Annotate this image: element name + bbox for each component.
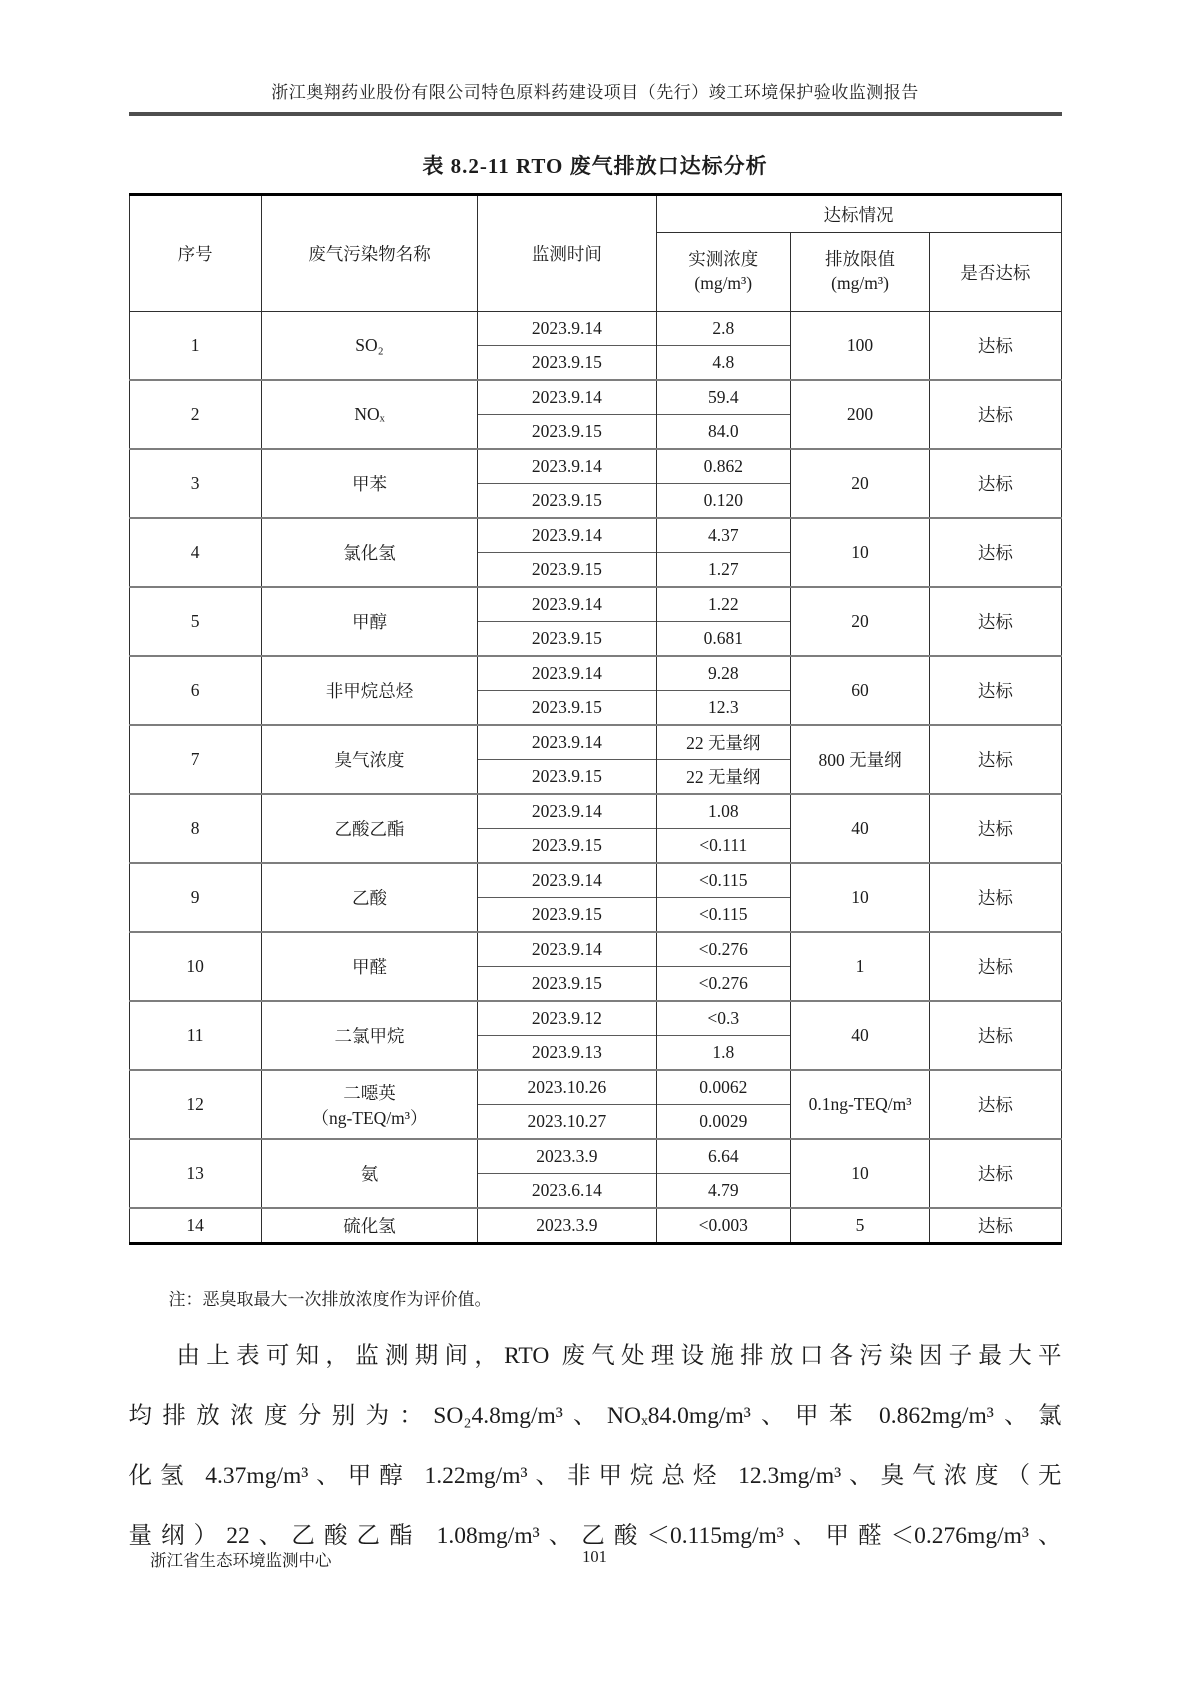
cell-measured-value: 12.3	[656, 691, 790, 726]
cell-measured-value: <0.276	[656, 932, 790, 967]
cell-monitor-date: 2023.3.9	[478, 1139, 656, 1174]
cell-pollutant	[261, 312, 477, 381]
cell-compliance-status: 达标	[930, 1070, 1061, 1139]
paragraph-line: 由上表可知，监测期间，RTO 废气处理设施排放口各污染因子最大平	[176, 1343, 1062, 1369]
cell-compliance-status: 达标	[930, 449, 1061, 518]
col-header-measured-label: 实测浓度	[688, 249, 759, 270]
cell-measured-value: 0.120	[656, 484, 790, 519]
table-row	[129, 1139, 1061, 1174]
body-paragraph	[129, 1326, 1062, 1566]
cell-pollutant	[261, 1001, 477, 1070]
table-row	[129, 1070, 1061, 1105]
table-note: 注：恶臭取最大一次排放浓度作为评价值。	[168, 1290, 492, 1309]
pollutant-name: 氨	[360, 1164, 379, 1184]
cell-measured-value: 6.64	[656, 1139, 790, 1174]
col-header-pollutant: 废气污染物名称	[261, 195, 477, 312]
table-row	[129, 1001, 1061, 1036]
table-row	[129, 312, 1061, 346]
cell-emission-limit: 200	[790, 380, 929, 449]
pollutant-name: 乙酸	[352, 888, 387, 908]
cell-emission-limit: 0.1ng-TEQ/m³	[790, 1070, 929, 1139]
cell-monitor-date: 2023.9.15	[478, 346, 656, 381]
cell-monitor-date: 2023.9.14	[478, 449, 656, 484]
pollutant-name: 非甲烷总烃	[325, 681, 414, 701]
cell-compliance-status: 达标	[930, 1139, 1061, 1208]
cell-index: 14	[129, 1208, 261, 1244]
col-header-measured	[656, 233, 790, 312]
cell-index: 12	[129, 1070, 261, 1139]
cell-emission-limit: 60	[790, 656, 929, 725]
cell-index: 11	[129, 1001, 261, 1070]
cell-measured-value: <0.111	[656, 829, 790, 864]
cell-emission-limit: 1	[790, 932, 929, 1001]
cell-pollutant	[261, 518, 477, 587]
col-header-measured-unit: (mg/m³)	[694, 273, 753, 293]
cell-measured-value: 1.27	[656, 553, 790, 588]
cell-index: 1	[129, 312, 261, 381]
cell-compliance-status: 达标	[930, 518, 1061, 587]
cell-emission-limit: 10	[790, 1139, 929, 1208]
cell-compliance-status: 达标	[930, 656, 1061, 725]
col-header-compliance: 达标情况	[656, 195, 1061, 233]
pollutant-name: NOₓ	[354, 404, 385, 424]
cell-monitor-date: 2023.9.14	[478, 863, 656, 898]
cell-measured-value: 1.08	[656, 794, 790, 829]
cell-pollutant	[261, 656, 477, 725]
cell-monitor-date: 2023.9.14	[478, 312, 656, 346]
cell-emission-limit: 40	[790, 1001, 929, 1070]
cell-monitor-date: 2023.9.14	[478, 932, 656, 967]
paragraph-line: 量纲）22、乙酸乙酯 1.08mg/m³、乙酸＜0.115mg/m³、甲醛＜0.276mg/m³、	[128, 1523, 1062, 1549]
cell-compliance-status: 达标	[930, 863, 1061, 932]
table-row	[129, 863, 1061, 898]
cell-pollutant	[261, 932, 477, 1001]
header-row-1	[129, 195, 1061, 233]
cell-measured-value: 1.8	[656, 1036, 790, 1071]
cell-measured-value: <0.003	[656, 1208, 790, 1244]
cell-measured-value: 0.681	[656, 622, 790, 657]
cell-measured-value: 2.8	[656, 312, 790, 346]
cell-monitor-date: 2023.9.14	[478, 380, 656, 415]
cell-emission-limit: 800 无量纲	[790, 725, 929, 794]
cell-compliance-status: 达标	[930, 794, 1061, 863]
pollutant-name: 甲醇	[352, 612, 387, 632]
cell-monitor-date: 2023.9.15	[478, 553, 656, 588]
cell-measured-value: <0.115	[656, 863, 790, 898]
cell-measured-value: 1.22	[656, 587, 790, 622]
cell-measured-value: 22 无量纲	[656, 725, 790, 760]
cell-index: 6	[129, 656, 261, 725]
cell-emission-limit: 5	[790, 1208, 929, 1244]
table-row	[129, 932, 1061, 967]
pollutant-name: 二氯甲烷	[334, 1026, 405, 1046]
table-row	[129, 656, 1061, 691]
paragraph-line: 均排放浓度分别为：SO₂4.8mg/m³、NOₓ84.0mg/m³、甲苯 0.862mg/m³、氯	[128, 1403, 1062, 1429]
cell-monitor-date: 2023.9.15	[478, 415, 656, 450]
cell-monitor-date: 2023.9.12	[478, 1001, 656, 1036]
cell-pollutant	[261, 1070, 477, 1139]
cell-emission-limit: 20	[790, 449, 929, 518]
cell-monitor-date: 2023.9.15	[478, 829, 656, 864]
col-header-limit	[790, 233, 929, 312]
cell-measured-value: 84.0	[656, 415, 790, 450]
cell-index: 5	[129, 587, 261, 656]
cell-monitor-date: 2023.9.14	[478, 518, 656, 553]
cell-measured-value: 0.0029	[656, 1105, 790, 1140]
cell-monitor-date: 2023.9.15	[478, 967, 656, 1002]
cell-measured-value: 4.37	[656, 518, 790, 553]
cell-monitor-date: 2023.9.14	[478, 794, 656, 829]
cell-measured-value: 4.8	[656, 346, 790, 381]
col-header-limit-label: 排放限值	[825, 249, 896, 270]
cell-monitor-date: 2023.9.15	[478, 760, 656, 795]
cell-pollutant	[261, 449, 477, 518]
cell-compliance-status: 达标	[930, 1001, 1061, 1070]
col-header-time: 监测时间	[478, 195, 656, 312]
cell-monitor-date: 2023.9.15	[478, 484, 656, 519]
cell-emission-limit: 20	[790, 587, 929, 656]
cell-compliance-status: 达标	[930, 725, 1061, 794]
cell-compliance-status: 达标	[930, 587, 1061, 656]
cell-measured-value: 22 无量纲	[656, 760, 790, 795]
pollutant-name: 乙酸乙酯	[334, 819, 405, 839]
cell-measured-value: 59.4	[656, 380, 790, 415]
pollutant-name: 甲苯	[352, 474, 387, 494]
cell-pollutant	[261, 1139, 477, 1208]
pollutant-name: 臭气浓度	[334, 750, 405, 770]
cell-measured-value: 0.0062	[656, 1070, 790, 1105]
cell-measured-value: <0.3	[656, 1001, 790, 1036]
col-header-limit-unit: (mg/m³)	[831, 273, 889, 293]
cell-monitor-date: 2023.10.26	[478, 1070, 656, 1105]
cell-measured-value: <0.115	[656, 898, 790, 933]
cell-pollutant	[261, 863, 477, 932]
cell-emission-limit: 10	[790, 863, 929, 932]
cell-monitor-date: 2023.6.14	[478, 1174, 656, 1209]
cell-pollutant	[261, 380, 477, 449]
cell-monitor-date: 2023.9.14	[478, 725, 656, 760]
running-head: 浙江奥翔药业股份有限公司特色原料药建设项目（先行）竣工环境保护验收监测报告	[271, 83, 919, 102]
emission-compliance-table	[129, 193, 1062, 1245]
cell-compliance-status: 达标	[930, 312, 1061, 381]
table-row	[129, 1208, 1061, 1244]
cell-measured-value: <0.276	[656, 967, 790, 1002]
cell-measured-value: 4.79	[656, 1174, 790, 1209]
cell-index: 13	[129, 1139, 261, 1208]
cell-pollutant	[261, 794, 477, 863]
col-header-status: 是否达标	[930, 233, 1061, 312]
cell-index: 7	[129, 725, 261, 794]
cell-compliance-status: 达标	[930, 1208, 1061, 1244]
table-body	[129, 312, 1061, 1244]
cell-monitor-date: 2023.9.14	[478, 656, 656, 691]
table-title: 表 8.2-11 RTO 废气排放口达标分析	[422, 154, 768, 178]
cell-emission-limit: 40	[790, 794, 929, 863]
header-rule	[129, 112, 1062, 116]
cell-index: 9	[129, 863, 261, 932]
table-row	[129, 794, 1061, 829]
cell-measured-value: 9.28	[656, 656, 790, 691]
cell-measured-value: 0.862	[656, 449, 790, 484]
cell-compliance-status: 达标	[930, 932, 1061, 1001]
cell-monitor-date: 2023.9.13	[478, 1036, 656, 1071]
pollutant-name: 硫化氢	[343, 1216, 396, 1236]
table-row	[129, 725, 1061, 760]
cell-pollutant	[261, 1208, 477, 1244]
cell-monitor-date: 2023.3.9	[478, 1208, 656, 1244]
page-number: 101	[582, 1547, 607, 1566]
paragraph-line: 化氢 4.37mg/m³、甲醇 1.22mg/m³、非甲烷总烃 12.3mg/m³、臭气浓度（无	[128, 1463, 1062, 1489]
pollutant-name: 甲醛	[352, 957, 387, 977]
cell-monitor-date: 2023.9.14	[478, 587, 656, 622]
footer-organization: 浙江省生态环境监测中心	[150, 1551, 332, 1570]
cell-monitor-date: 2023.9.15	[478, 898, 656, 933]
table-head	[129, 195, 1061, 312]
cell-index: 4	[129, 518, 261, 587]
cell-emission-limit: 100	[790, 312, 929, 381]
table-row	[129, 587, 1061, 622]
cell-index: 8	[129, 794, 261, 863]
table-row	[129, 449, 1061, 484]
pollutant-name: SO₂	[355, 335, 384, 355]
cell-pollutant	[261, 587, 477, 656]
cell-monitor-date: 2023.9.15	[478, 622, 656, 657]
cell-monitor-date: 2023.10.27	[478, 1105, 656, 1140]
cell-index: 10	[129, 932, 261, 1001]
table-row	[129, 518, 1061, 553]
pollutant-name-unit: （ng-TEQ/m³）	[311, 1107, 428, 1128]
cell-index: 3	[129, 449, 261, 518]
cell-emission-limit: 10	[790, 518, 929, 587]
cell-compliance-status: 达标	[930, 380, 1061, 449]
col-header-index: 序号	[129, 195, 261, 312]
pollutant-name: 二噁英	[343, 1082, 396, 1103]
cell-pollutant	[261, 725, 477, 794]
pollutant-name: 氯化氢	[343, 543, 396, 563]
cell-index: 2	[129, 380, 261, 449]
table-row	[129, 380, 1061, 415]
cell-monitor-date: 2023.9.15	[478, 691, 656, 726]
